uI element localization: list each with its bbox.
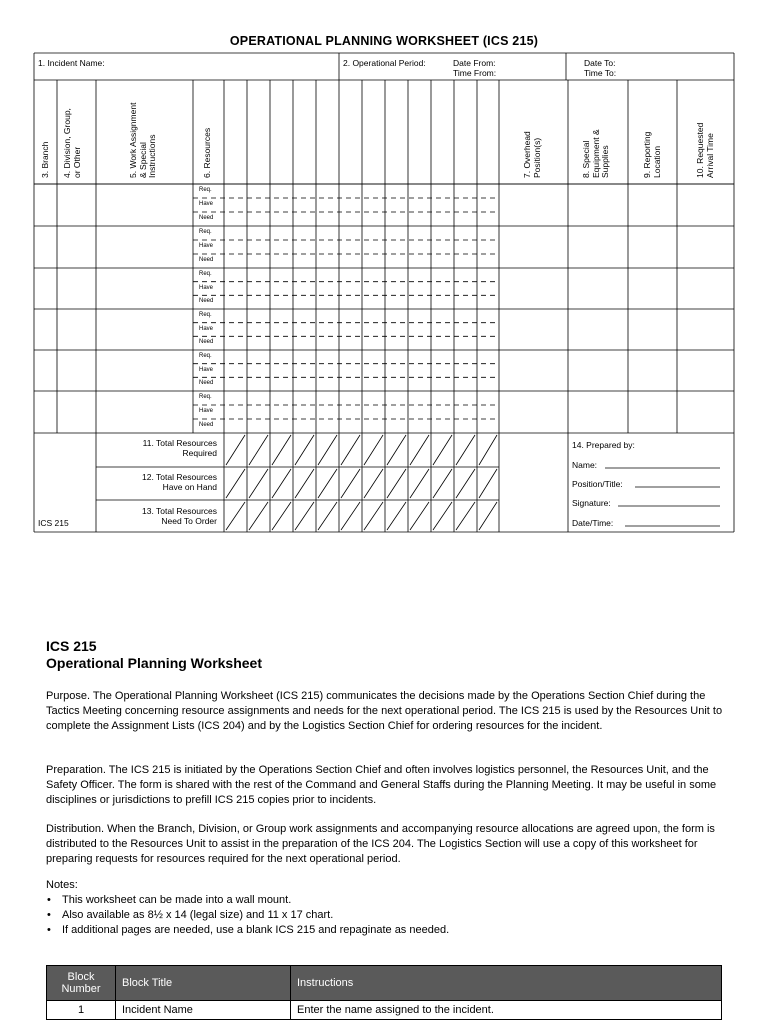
col-reporting-header: 9. Reporting Location bbox=[642, 131, 662, 178]
diagonal-line bbox=[433, 469, 452, 498]
diagonal-line bbox=[295, 435, 314, 465]
col-resources-header: 6. Resources bbox=[202, 127, 212, 178]
doc-heading-number: ICS 215 bbox=[46, 638, 97, 654]
date-from-label: Date From: bbox=[453, 58, 496, 68]
req-label: Req. bbox=[199, 271, 212, 277]
diagonal-line bbox=[410, 502, 429, 530]
doc-title bbox=[46, 638, 262, 672]
ics-form-label: ICS 215 bbox=[38, 518, 69, 528]
signature-label: Signature: bbox=[572, 498, 611, 508]
have-label: Have bbox=[199, 366, 214, 373]
time-to-label: Time To: bbox=[584, 68, 617, 78]
diagonal-line bbox=[410, 469, 429, 498]
header-instructions: Instructions bbox=[291, 966, 722, 1001]
col-division-header: 4. Division, Group, or Other bbox=[62, 108, 82, 178]
distribution-paragraph: Distribution. When the Branch, Division, or Group work assignments and accompanying resource allocations are agreed upon, the form is distributed to the Resources Unit to assist in the preparation of the ICS 204. The Logistics Section will use a copy of this worksheet for preparing requests for resources required for the next operational period. bbox=[46, 823, 715, 865]
col-branch-header: 3. Branch bbox=[40, 141, 50, 178]
instructions-table bbox=[46, 965, 722, 1020]
need-label: Need bbox=[199, 339, 214, 346]
col-arrival-header: 10. Requested Arrival Time bbox=[695, 122, 715, 178]
need-label: Need bbox=[199, 422, 214, 428]
diagonal-line bbox=[341, 435, 360, 465]
col-overhead-header: 7. Overhead Position(s) bbox=[522, 131, 542, 178]
req-label: Req. bbox=[199, 187, 212, 193]
operational-period-label: 2. Operational Period: bbox=[343, 58, 426, 68]
diagonal-line bbox=[226, 435, 245, 465]
col-special-header: 8. Special Equipment & Supplies bbox=[581, 129, 610, 178]
name-label: Name: bbox=[572, 460, 598, 470]
req-label: Req. bbox=[199, 312, 212, 318]
date-to-label: Date To: bbox=[584, 58, 616, 68]
total-need-label: 13. Total Resources Need To Order bbox=[142, 506, 217, 526]
have-label: Have bbox=[199, 408, 214, 414]
diagonal-line bbox=[479, 469, 497, 498]
incident-name-label: 1. Incident Name: bbox=[38, 58, 105, 68]
diagonal-line bbox=[433, 502, 452, 530]
time-from-label: Time From: bbox=[453, 68, 497, 78]
table-row bbox=[47, 1001, 722, 1020]
doc-heading-name: Operational Planning Worksheet bbox=[46, 655, 263, 671]
diagonal-line bbox=[479, 435, 497, 465]
diagonal-line bbox=[318, 469, 337, 498]
diagonal-line bbox=[387, 469, 406, 498]
diagonal-line bbox=[387, 502, 406, 530]
have-label: Have bbox=[199, 243, 214, 249]
need-label: Need bbox=[199, 257, 214, 263]
header-block-number: Block Number bbox=[47, 966, 116, 1001]
req-label: Req. bbox=[199, 353, 212, 359]
diagonal-line bbox=[479, 502, 497, 530]
need-label: Need bbox=[199, 215, 214, 221]
notes-label: Notes: bbox=[46, 879, 78, 891]
diagonal-line bbox=[318, 435, 337, 465]
diagonal-line bbox=[272, 502, 291, 530]
form-title: OPERATIONAL PLANNING WORKSHEET (ICS 215) bbox=[229, 34, 539, 48]
need-label: Need bbox=[199, 380, 214, 387]
diagonal-line bbox=[272, 435, 291, 465]
diagonal-line bbox=[226, 469, 245, 498]
total-required-label: 11. Total Resources Required bbox=[142, 438, 217, 458]
total-have-label: 12. Total Resources Have on Hand bbox=[142, 472, 217, 492]
diagonal-line bbox=[387, 435, 406, 465]
prepared-by-label: 14. Prepared by: bbox=[572, 440, 635, 450]
diagonal-line bbox=[249, 502, 268, 530]
req-label: Req. bbox=[199, 229, 212, 235]
req-label: Req. bbox=[199, 394, 212, 400]
diagonal-line bbox=[364, 469, 383, 498]
diagonal-line bbox=[226, 502, 245, 530]
preparation-paragraph: Preparation. The ICS 215 is initiated by the Operations Section Chief and often involves logistics personnel, the Resources Unit, and the Safety Officer. The form is shared with the rest of the Command and General Staffs during the Planning Meeting. It may be useful in some disciplines or jurisdictions to prefill ICS 215 copies prior to incidents. bbox=[46, 764, 717, 806]
diagonal-line bbox=[341, 469, 360, 498]
position-label: Position/Title: bbox=[572, 479, 623, 489]
diagonal-line bbox=[249, 435, 268, 465]
diagonal-line bbox=[341, 502, 360, 530]
diagonal-line bbox=[295, 502, 314, 530]
diagonal-line bbox=[249, 469, 268, 498]
purpose-paragraph: Purpose. The Operational Planning Worksheet (ICS 215) communicates the decisions made by the Operations Section Chief during the Tactics Meeting concerning resource assignments and needs for the next operational period. The ICS 215 is used by the Resources Unit to complete the Assignment Lists (ICS 204) and by the Logistics Section Chief for ordering resources for the incident. bbox=[46, 690, 723, 732]
diagonal-line bbox=[318, 502, 337, 530]
diagonal-line bbox=[433, 435, 452, 465]
table-header-row bbox=[47, 966, 722, 1001]
note-item: • If additional pages are needed, use a blank ICS 215 and repaginate as needed. bbox=[46, 923, 449, 938]
diagonal-line bbox=[364, 435, 383, 465]
diagonal-line bbox=[456, 502, 475, 530]
datetime-label: Date/Time: bbox=[572, 518, 614, 528]
col-work-header: 5. Work Assignment & Special Instructions bbox=[128, 102, 157, 178]
have-label: Have bbox=[199, 325, 214, 332]
note-item: • This worksheet can be made into a wall mount. bbox=[46, 893, 449, 908]
diagonal-line bbox=[364, 502, 383, 530]
cell-instructions: Enter the name assigned to the incident. bbox=[291, 1001, 722, 1020]
diagonal-line bbox=[456, 435, 475, 465]
have-label: Have bbox=[199, 201, 214, 207]
note-item: • Also available as 8½ x 14 (legal size) and 11 x 17 chart. bbox=[46, 908, 449, 923]
cell-block-title: Incident Name bbox=[116, 1001, 291, 1020]
cell-block-number: 1 bbox=[47, 1001, 116, 1020]
notes-list bbox=[46, 893, 449, 938]
diagonal-line bbox=[272, 469, 291, 498]
diagonal-line bbox=[410, 435, 429, 465]
need-label: Need bbox=[199, 298, 214, 305]
have-label: Have bbox=[199, 284, 214, 291]
diagonal-line bbox=[295, 469, 314, 498]
diagonal-line bbox=[456, 469, 475, 498]
header-block-title: Block Title bbox=[116, 966, 291, 1001]
